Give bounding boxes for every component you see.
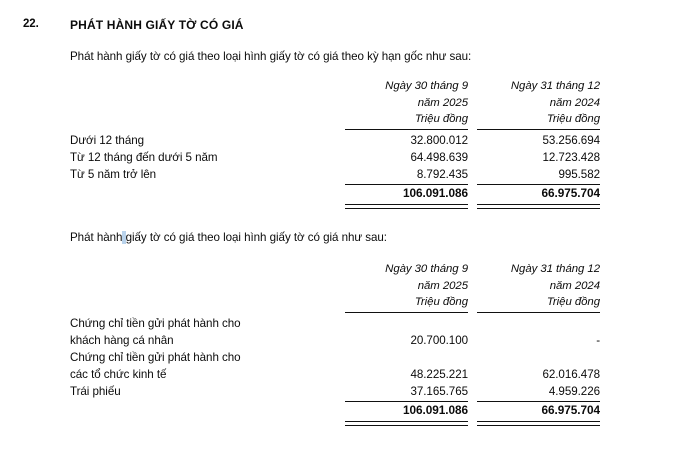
table-row: [0, 334, 675, 351]
row-value-2024: 53.256.694: [542, 134, 600, 147]
row-label: Trái phiếu: [70, 385, 121, 398]
maturity-table-total: [0, 184, 675, 202]
row-label: Chứng chỉ tiền gửi phát hành cho: [70, 317, 241, 330]
table-row: [0, 151, 675, 168]
column-header-2024: [477, 78, 600, 128]
row-label: Từ 12 tháng đến dưới 5 năm: [70, 151, 218, 164]
column-header-2024-line2: năm 2024: [549, 279, 600, 292]
total-value-2024: 66.975.704: [541, 403, 600, 417]
section-number: 22.: [23, 18, 39, 30]
row-value-2024: 12.723.428: [542, 151, 600, 164]
total-value-2025: 106.091.086: [402, 403, 468, 417]
row-label: Chứng chỉ tiền gửi phát hành cho: [70, 351, 241, 364]
column-header-2024-unit: Triệu đồng: [546, 113, 600, 125]
column-header-2024-line2: năm 2024: [549, 96, 600, 109]
intro-paragraph-2-part-b: giấy tờ có giá theo loại hình giấy tờ có giá như sau:: [125, 231, 387, 244]
row-value-2025: 32.800.012: [410, 134, 468, 147]
row-label: Dưới 12 tháng: [70, 134, 145, 147]
intro-paragraph-2: [70, 231, 387, 244]
total-value-2025: 106.091.086: [402, 186, 468, 200]
column-header-2025-line1: Ngày 30 tháng 9: [385, 263, 468, 275]
row-value-2025: 64.498.639: [410, 151, 468, 164]
column-header-2025: [345, 78, 468, 128]
row-value-2024: 62.016.478: [542, 368, 600, 381]
total-rule-bottom-col2: [477, 204, 600, 205]
table-row: [0, 317, 675, 334]
header-rule-col1: [345, 312, 468, 313]
column-header-2024-line1: Ngày 31 tháng 12: [510, 263, 600, 275]
header-rule-col2: [477, 312, 600, 313]
row-label: khách hàng cá nhân: [70, 334, 174, 347]
column-header-2024: [477, 261, 600, 311]
row-value-2024: 995.582: [558, 168, 600, 181]
total-rule-bottom-col1: [345, 421, 468, 422]
page-title: PHÁT HÀNH GIẤY TỜ CÓ GIÁ: [70, 18, 244, 32]
section-heading: [0, 18, 675, 38]
instrument-type-table-rows: [0, 317, 675, 402]
table-row: [0, 168, 675, 185]
table-row: [0, 368, 675, 385]
total-rule-bottom2-col1: [345, 208, 468, 209]
column-header-2025-unit: Triệu đồng: [414, 113, 468, 125]
total-rule-bottom2-col2: [477, 208, 600, 209]
column-header-2024-unit: Triệu đồng: [546, 296, 600, 308]
row-value-2025: 37.165.765: [410, 385, 468, 398]
intro-paragraph-1: Phát hành giấy tờ có giá theo loại hình giấy tờ có giá theo kỳ hạn gốc như sau:: [70, 50, 472, 63]
header-rule-col1: [345, 129, 468, 130]
total-rule-bottom-col1: [345, 204, 468, 205]
maturity-table-rows: [0, 134, 675, 185]
table-row: [0, 351, 675, 368]
column-header-2024-line1: Ngày 31 tháng 12: [510, 80, 600, 92]
row-value-2024: 4.959.226: [548, 385, 600, 398]
column-header-2025-line2: năm 2025: [417, 279, 468, 292]
column-header-2025-line1: Ngày 30 tháng 9: [385, 80, 468, 92]
instrument-type-table-total: [0, 401, 675, 419]
total-rule-bottom2-col1: [345, 425, 468, 426]
column-header-2025-unit: Triệu đồng: [414, 296, 468, 308]
total-rule-bottom2-col2: [477, 425, 600, 426]
table-row: [0, 134, 675, 151]
row-value-2025: 48.225.221: [410, 368, 468, 381]
row-value-2025: 8.792.435: [416, 168, 468, 181]
row-value-2024: -: [596, 334, 600, 347]
intro-paragraph-2-part-a: Phát hành: [70, 231, 123, 244]
column-header-2025-line2: năm 2025: [417, 96, 468, 109]
row-label: các tổ chức kinh tế: [70, 368, 167, 381]
total-rule-bottom-col2: [477, 421, 600, 422]
header-rule-col2: [477, 129, 600, 130]
table-row: [0, 385, 675, 402]
total-value-2024: 66.975.704: [541, 186, 600, 200]
row-label: Từ 5 năm trở lên: [70, 168, 157, 181]
row-value-2025: 20.700.100: [410, 334, 468, 347]
column-header-2025: [345, 261, 468, 311]
